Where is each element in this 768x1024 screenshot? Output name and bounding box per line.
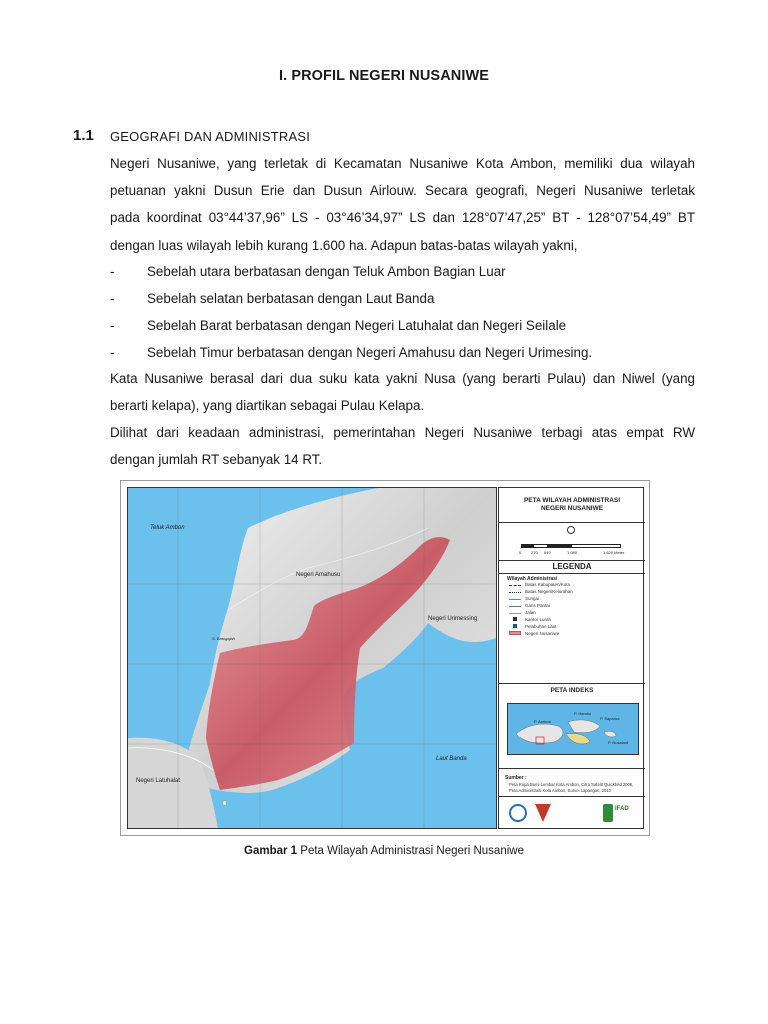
paragraph-line: berarti kelapa), yang diartikan sebagai Pulau Kelapa. [110, 398, 425, 414]
bullet-dash: - [110, 345, 115, 360]
caption-label: Gambar 1 [244, 845, 298, 857]
legend-item: Batas Kabupaten/Kota [525, 582, 571, 587]
paragraph-line: Kata Nusaniwe berasal dari dua suku kata yakni Nusa (yang berarti Pulau) dan Niwel (yang [110, 371, 695, 386]
legend-item: Sungai [525, 596, 540, 601]
legend-item: Garis Pantai [525, 603, 550, 608]
map-legend-panel [498, 487, 644, 829]
paragraph-line: dengan jumlah RT sebanyak 14 RT. [110, 452, 323, 468]
legend-item: Pelabuhan Laut [525, 624, 557, 629]
scale-bar [521, 544, 621, 548]
legend-item: Negeri Nusaniwe [525, 631, 560, 636]
map-label-teluk-ambon: Teluk Ambon [150, 525, 185, 531]
map-label-urimessing: Negeri Urimessing [428, 616, 478, 622]
divider [499, 522, 645, 523]
map-label-amahusu: Negeri Amahusu [296, 572, 341, 578]
legend-group-title: Wilayah Administrasi [507, 576, 558, 582]
map-drawing [128, 488, 496, 828]
inset-label: P. Ambon [534, 719, 551, 724]
road-symbol [509, 613, 521, 614]
bullet-dash: - [110, 318, 115, 333]
scale-label: 540 [544, 550, 551, 555]
source-line: Peta Administrasi Kota Ambon, Survei Lapangan, 2010 [509, 788, 611, 793]
divider [499, 573, 645, 574]
legend-item: Kantor Lurah [525, 617, 552, 622]
map-image [127, 487, 497, 829]
ifad-logo: IFAD [615, 806, 629, 812]
coastline-symbol [509, 606, 521, 607]
scale-label: 0 [519, 550, 522, 555]
source-line: Peta Rupa Bumi Lembar Kota Ambon, Citra Satelit Quickbird 2006, [509, 782, 634, 787]
legend-item: Batas Negeri/Kelurahan [525, 589, 573, 594]
scale-label: 1.620 Meter [603, 550, 625, 555]
divider [499, 683, 645, 684]
paragraph-etymology [110, 365, 695, 419]
map-label-laut-banda: Laut Banda [436, 756, 467, 762]
port-icon [513, 624, 517, 628]
inset-label: P. Haruku [574, 711, 592, 716]
map-label-latuhalat: Negeri Latuhalat [136, 778, 181, 784]
institution-logo [509, 804, 527, 822]
map-label-batugajah: S. Batugajah [212, 636, 235, 641]
legend-item: Jalan [525, 610, 536, 615]
paragraph-line: Dilihat dari keadaan administrasi, pemerintahan Negeri Nusaniwe terbagi atas empat RW [110, 425, 695, 440]
paragraph-geography [110, 150, 695, 259]
boundary-west: Sebelah Barat berbatasan dengan Negeri Latuhalat dan Negeri Seilale [147, 318, 567, 333]
government-logo [535, 804, 551, 822]
inset-map [507, 703, 639, 755]
scale-label: 1.080 [567, 550, 578, 555]
paragraph-line: dengan luas wilayah lebih kurang 1.600 ha. Adapun batas-batas wilayah yakni, [110, 237, 578, 253]
section-number: 1.1 [73, 127, 94, 144]
compass-icon [567, 526, 575, 534]
leaf-logo [603, 804, 613, 822]
river-symbol [509, 599, 521, 600]
legend-heading: LEGENDA [552, 562, 592, 571]
scale-label: 270 [531, 550, 538, 555]
map-title: PETA WILAYAH ADMINISTRASI NEGERI NUSANIWE [523, 497, 621, 512]
office-icon [513, 617, 517, 621]
paragraph-line: petuanan yakni Dusun Erie dan Dusun Airlouw. Secara geografi, Negeri Nusaniwe terletak [110, 183, 695, 199]
chapter-title: I. PROFIL NEGERI NUSANIWE [278, 68, 490, 84]
figure-caption [0, 845, 768, 857]
source-title: Sumber : [505, 775, 527, 781]
logo-row [503, 800, 641, 826]
divider [499, 796, 645, 797]
boundary-city-symbol [509, 585, 521, 586]
divider [499, 768, 645, 769]
section-title: GEOGRAFI DAN ADMINISTRASI [110, 129, 311, 144]
negeri-area-symbol [509, 631, 521, 635]
boundary-north: Sebelah utara berbatasan dengan Teluk Ambon Bagian Luar [147, 264, 506, 279]
paragraph-administration [110, 419, 695, 473]
caption-text: Peta Wilayah Administrasi Negeri Nusaniwe [297, 845, 524, 857]
map-figure [120, 480, 650, 836]
boundary-east: Sebelah Timur berbatasan dengan Negeri Amahusu dan Negeri Urimesing. [147, 345, 593, 360]
inset-label: P. Nusalaut [608, 740, 629, 745]
divider [499, 560, 645, 561]
inset-title: PETA INDEKS [550, 687, 594, 694]
boundary-negeri-symbol [509, 592, 521, 593]
bullet-dash: - [110, 264, 115, 279]
boundary-south: Sebelah selatan berbatasan dengan Laut Banda [147, 291, 435, 306]
paragraph-line: pada koordinat 03°44’37,96” LS - 03°46’34,97” LS dan 128°07’47,25” BT - 128°07’54,49” BT [110, 210, 695, 226]
paragraph-line: Negeri Nusaniwe, yang terletak di Kecamatan Nusaniwe Kota Ambon, memiliki dua wilayah [110, 156, 695, 171]
bullet-dash: - [110, 291, 115, 306]
inset-label: P. Saparua [600, 716, 620, 721]
